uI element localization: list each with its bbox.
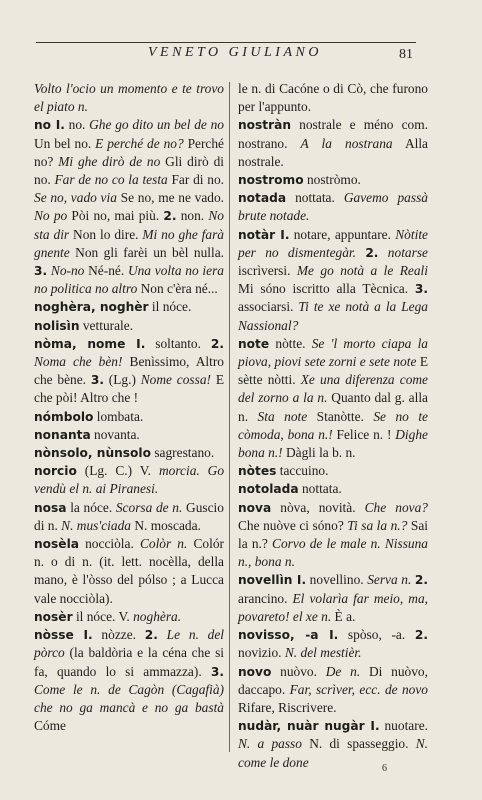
right-column-entry: notàr I. notare, appuntare. Nòtite per no dismentegàr. 2. notarse iscrìversi. Me go notà a le Reali Mi sóno iscritto alla Tècnica. 3. associarsi. Ti te xe notà a la Lega Nassional? <box>238 226 428 333</box>
right-column-entry: notada nottata. Gavemo passà brute notade. <box>238 190 428 224</box>
column-divider <box>229 82 230 752</box>
left-column-entry: nómbolo lombata. <box>34 408 144 424</box>
right-column-entry: notolada nottata. <box>238 481 342 497</box>
right-column-entry: nostromo nostròmo. <box>238 172 361 188</box>
left-column-entry: nosèla nocciòla. Colòr n. Colór n. o di n. (it. lett. nocèlla, della mano, è l'òsso del pólso ; a Lucca vale nocciòla). <box>34 536 224 606</box>
right-column-entry: novo nuòvo. De n. Di nuòvo, daccapo. Far, scrìver, ecc. de novo Rifare, Riscrivere. <box>238 663 429 715</box>
left-column-entry: norcio (Lg. C.) V. morcia. Go vendù el n. ai Piranesi. <box>34 463 225 497</box>
header-rule <box>36 42 416 43</box>
left-column-entry: nòsse I. nòzze. 2. Le n. del pòrco (la baldòria e la céna che si fa, quando lo si ammazza). 3. Come le n. de Cagòn (Cagafià) che no ga mancà e no ga bastà Cóme <box>34 627 224 734</box>
right-column-entry: le n. di Cacóne o di Cò, che furono per l'appunto. <box>238 81 428 115</box>
right-column-entry: novellìn I. novellino. Serva n. 2. arancino. El volarìa far meio, ma, povareto! el xe n. È a. <box>238 572 428 624</box>
left-column-entry: nonanta novanta. <box>34 426 140 442</box>
left-column-entry: nòma, nome I. soltanto. 2. Noma che bèn! Benìssimo, Altro che bène. 3. (Lg.) Nome cossa! E che pòi! Altro che ! <box>34 335 225 406</box>
signature-mark: 6 <box>382 763 387 774</box>
right-column-entry: note nòtte. Se 'l morto ciapa la piova, piovi sete zorni e sete note E sètte nòtti. Xe una diferenza come del zorno a la n. Quanto dal g. alla n. Sta note Stanòtte. Se no te còmoda, bona n.! Felice n. ! Dighe bona n.! Dàgli la b. n. <box>238 335 429 461</box>
right-column <box>238 80 429 770</box>
page-number: 81 <box>399 47 413 62</box>
right-column-entry: nòtes taccuino. <box>238 463 329 479</box>
right-column-entry: nudàr, nuàr nugàr I. nuotare. N. a passo N. di spasseggio. N. come le done <box>238 718 428 770</box>
right-column-entry: nova nòva, novità. Che nova? Che nuòve ci sóno? Ti sa la n.? Sai la n.? Corvo de le male n. Nissuna n., bona n. <box>238 499 428 570</box>
left-column <box>34 80 224 760</box>
left-column-entry: nosa la nóce. Scorsa de n. Guscio di n. N. mus'ciada N. moscada. <box>34 499 224 533</box>
left-column-entry: no I. no. Ghe go dito un bel de no Un bel no. E perché de no? Perché no? Mi ghe dirò de no Gli dirò di no. Far de no co la testa Far di no. Se no, vado via Se no, me ne vado. No po Pòi no, mai più. 2. non. No sta dir Non lo dire. Mi no ghe farà gnente Non gli farèi un bèl nulla. 3. No-no Né-né. Una volta no iera no politica no altro Non c'èra né... <box>34 117 225 297</box>
right-column-entry: novisso, -a I. spòso, -a. 2. novizio. N. del mestièr. <box>238 627 428 661</box>
left-column-entry: nònsolo, nùnsolo sagrestano. <box>34 445 215 461</box>
left-column-entry: nosèr il nóce. V. noghèra. <box>34 608 182 624</box>
left-column-entry: Volto l'ocio un momento e te trovo el piato n. <box>34 81 224 115</box>
left-column-entry: noghèra, noghèr il nóce. <box>34 299 192 315</box>
left-column-entry: nolisìn vetturale. <box>34 317 134 333</box>
right-column-entry: nostràn nostrale e méno com. nostrano. A la nostrana Alla nostrale. <box>238 117 428 169</box>
running-title: VENETO GIULIANO <box>148 45 322 60</box>
